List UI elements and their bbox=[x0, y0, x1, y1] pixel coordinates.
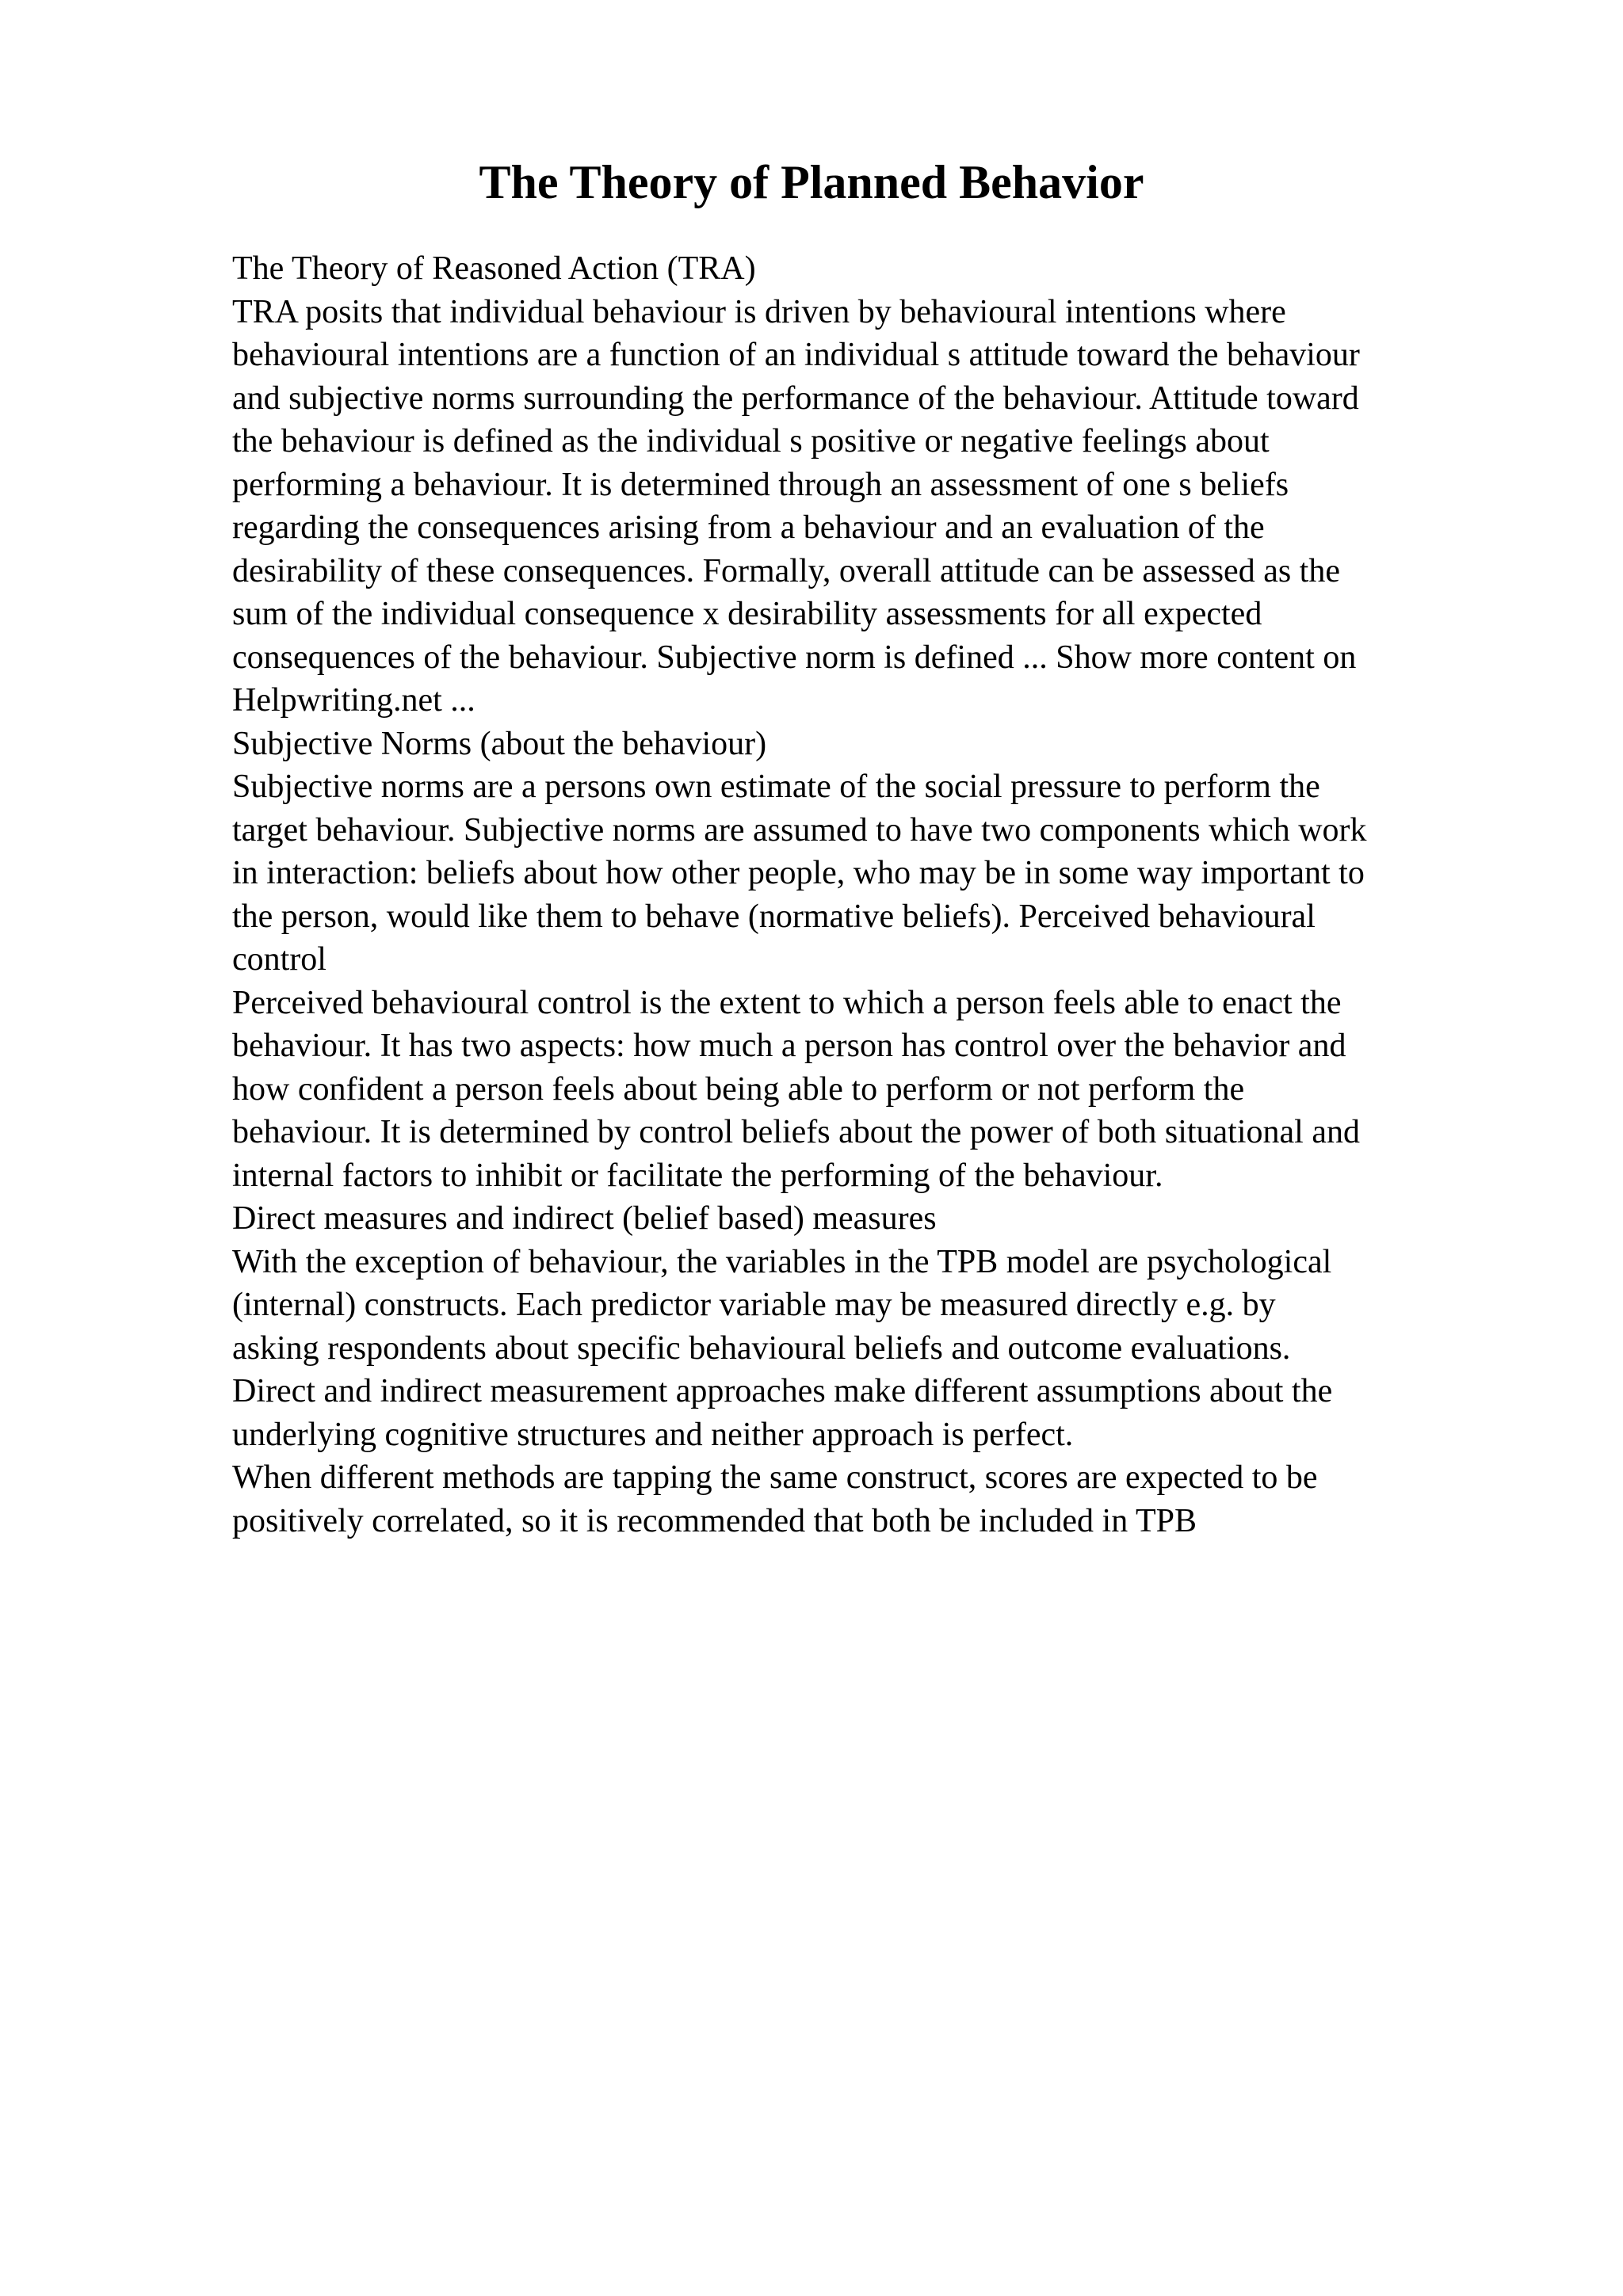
text-line: Subjective norms are a persons own estimate of the social pressure to perform the bbox=[232, 769, 1320, 805]
text-line: performing a behaviour. It is determined through an assessment of one s beliefs bbox=[232, 466, 1289, 503]
text-line: regarding the consequences arising from a behaviour and an evaluation of the bbox=[232, 509, 1265, 546]
text-line: and subjective norms surrounding the performance of the behaviour. Attitude toward bbox=[232, 379, 1359, 417]
text-line: Direct measures and indirect (belief based) measures bbox=[232, 1200, 937, 1237]
text-line: underlying cognitive structures and neither approach is perfect. bbox=[232, 1416, 1074, 1453]
text-line: sum of the individual consequence x desirability assessments for all expected bbox=[232, 596, 1262, 632]
text-line: behaviour. It is determined by control beliefs about the power of both situational and bbox=[232, 1114, 1360, 1150]
text-line: the person, would like them to behave (normative beliefs). Perceived behavioural bbox=[232, 898, 1316, 935]
text-line: When different methods are tapping the same construct, scores are expected to be bbox=[232, 1459, 1318, 1496]
text-line: desirability of these consequences. Formally, overall attitude can be assessed as the bbox=[232, 552, 1340, 589]
text-line: TRA posits that individual behaviour is driven by behavioural intentions where bbox=[232, 293, 1286, 330]
text-line: internal factors to inhibit or facilitate the performing of the behaviour. bbox=[232, 1157, 1163, 1194]
text-line: asking respondents about specific behavioural beliefs and outcome evaluations. bbox=[232, 1329, 1291, 1367]
text-line: the behaviour is defined as the individual s positive or negative feelings about bbox=[232, 423, 1270, 460]
body-text bbox=[232, 247, 1516, 1543]
text-line: how confident a person feels about being able to perform or not perform the bbox=[232, 1070, 1245, 1108]
text-line: control bbox=[232, 941, 327, 978]
text-line: The Theory of Reasoned Action (TRA) bbox=[232, 250, 756, 287]
text-line: consequences of the behaviour. Subjective norm is defined ... Show more content on bbox=[232, 639, 1357, 676]
text-line: Helpwriting.net ... bbox=[232, 682, 475, 719]
text-line: behaviour. It has two aspects: how much a person has control over the behavior and bbox=[232, 1028, 1346, 1064]
text-line: positively correlated, so it is recommended that both be included in TPB bbox=[232, 1502, 1197, 1539]
text-line: in interaction: beliefs about how other people, who may be in some way important to bbox=[232, 855, 1365, 891]
text-line: Perceived behavioural control is the extent to which a person feels able to enact the bbox=[232, 984, 1342, 1021]
text-line: Subjective Norms (about the behaviour) bbox=[232, 725, 767, 762]
text-line: (internal) constructs. Each predictor variable may be measured directly e.g. by bbox=[232, 1287, 1276, 1323]
page-title: The Theory of Planned Behavior bbox=[479, 156, 1144, 208]
text-line: Direct and indirect measurement approaches make different assumptions about the bbox=[232, 1373, 1333, 1409]
text-line: With the exception of behaviour, the variables in the TPB model are psychological bbox=[232, 1243, 1332, 1280]
text-line: behavioural intentions are a function of an individual s attitude toward the behaviour bbox=[232, 337, 1360, 373]
text-line: target behaviour. Subjective norms are assumed to have two components which work bbox=[232, 811, 1367, 849]
